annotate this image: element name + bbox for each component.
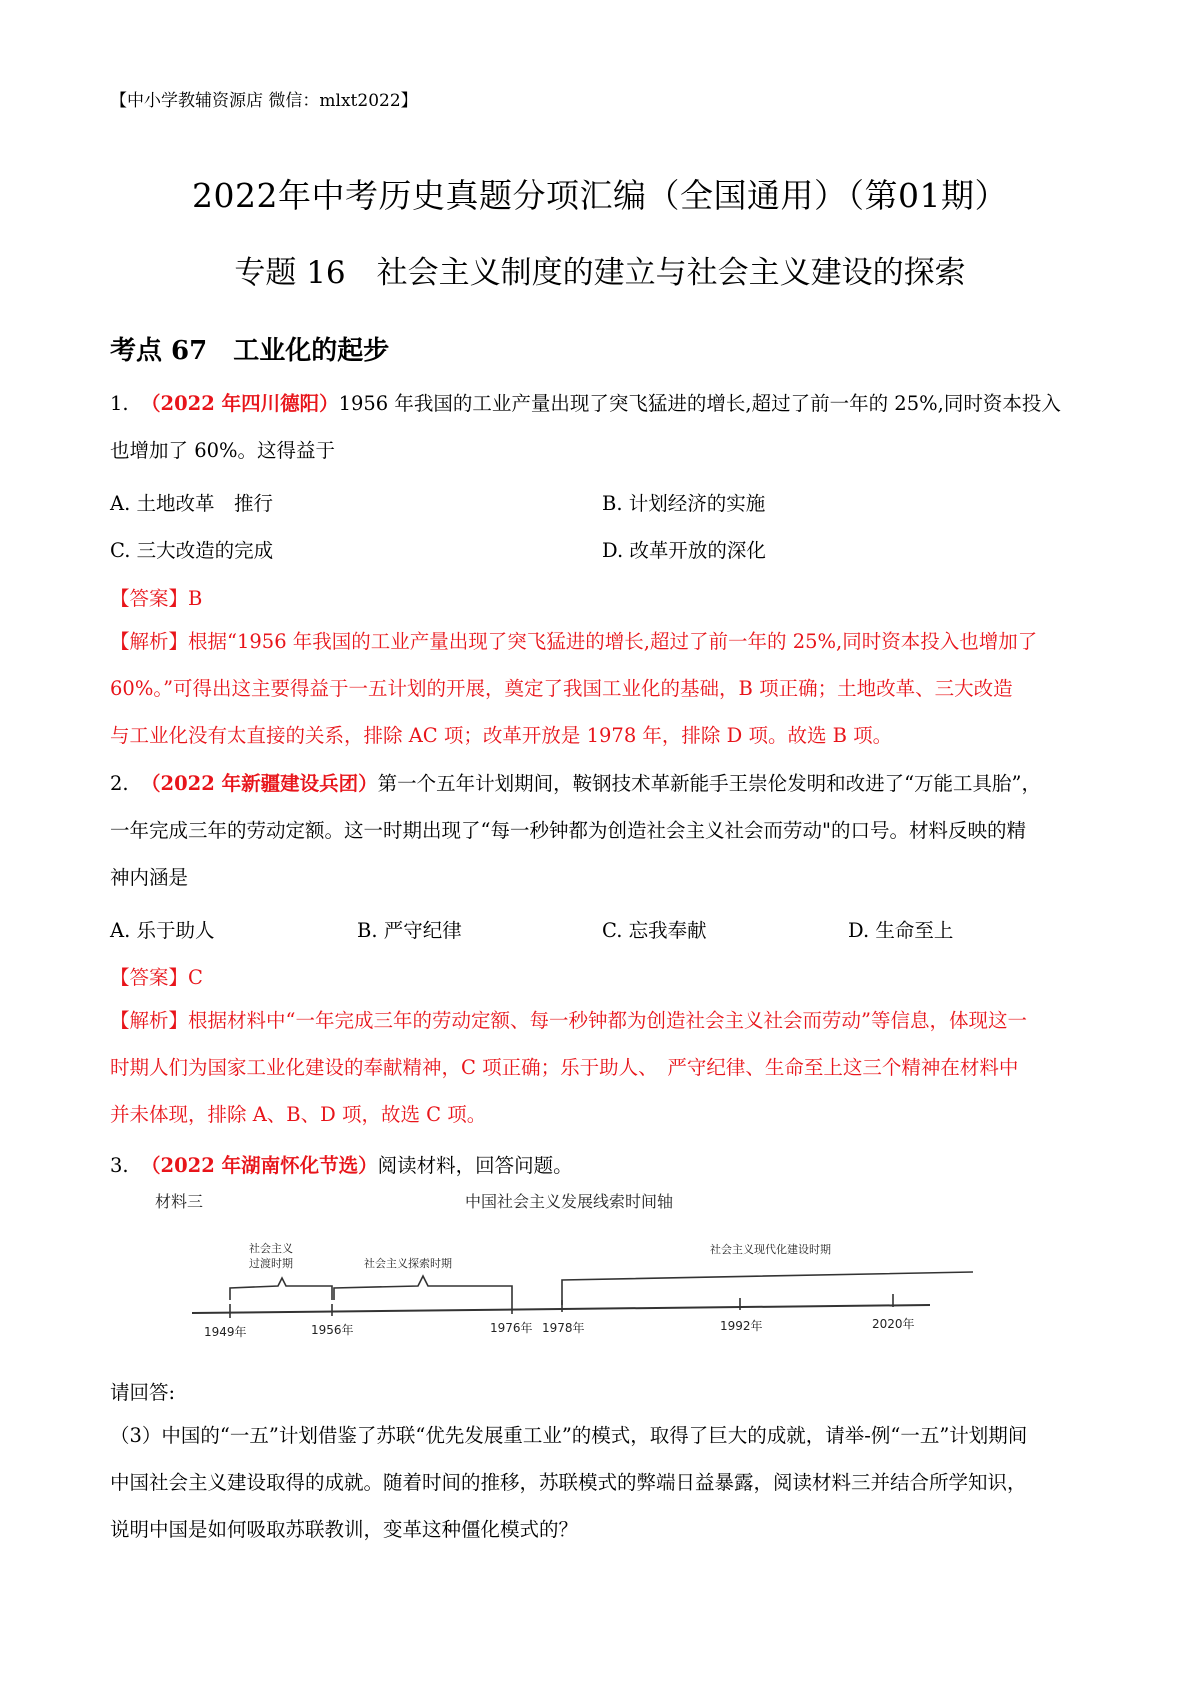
period-label-transition-1: 社会主义: [249, 1242, 293, 1255]
analysis-label: 【解析】: [110, 1009, 189, 1032]
option-a: A. 乐于助人: [110, 919, 215, 942]
question-number: 1.: [110, 392, 129, 415]
timeline-figure: [150, 1190, 990, 1340]
document-title: 2022年中考历史真题分项汇编（全国通用）（第01期）: [192, 176, 1008, 215]
analysis-line: 60%。”可得出这主要得益于一五计划的开展，奠定了我国工业化的基础，B 项正确；土地改革、三大改造: [110, 677, 1013, 700]
question-stem: 1956 年我国的工业产量出现了突飞猛进的增长,超过了前一年的 25%,同时资本投入: [338, 392, 1061, 415]
subquestion-line: 说明中国是如何吸取苏联教训，变革这种僵化模式的？: [110, 1518, 579, 1541]
material-label: 材料三: [155, 1192, 204, 1211]
question-1: [110, 380, 1100, 474]
question-stem: 阅读材料，回答问题。: [377, 1154, 573, 1177]
question-1-stem-line-2: 也增加了 60%。这得益于: [110, 439, 336, 462]
subquestion-line: （3）中国的“一五”计划借鉴了苏联“优先发展重工业”的模式，取得了巨大的成就，请举-例“一五”计划期间: [110, 1424, 1028, 1447]
analysis-text: 根据“1956 年我国的工业产量出现了突飞猛进的增长,超过了前一年的 25%,同时资本投入也增加了: [188, 630, 1038, 653]
question-source: （2022 年湖南怀化节选）: [141, 1154, 378, 1177]
year-label-1992: 1992年: [720, 1319, 763, 1333]
year-label-2020: 2020年: [872, 1317, 915, 1331]
timeline-axis: [192, 1305, 930, 1313]
option-c: C. 忘我奉献: [602, 919, 707, 942]
brace-modernization: [562, 1272, 973, 1305]
question-1-stem-line-1: [110, 380, 1100, 427]
year-label-1978: 1978年: [542, 1321, 585, 1335]
answer: 【答案】C: [110, 966, 203, 989]
year-label-1956: 1956年: [311, 1323, 354, 1337]
option-d: D. 生命至上: [848, 919, 954, 942]
analysis-line: 时期人们为国家工业化建设的奉献精神，C 项正确；乐于助人、 严守纪律、生命至上这三个精神在材料中: [110, 1056, 1019, 1079]
analysis: [110, 618, 1100, 759]
page-header: 【中小学教辅资源店 微信：mlxt2022】: [110, 91, 418, 111]
analysis-label: 【解析】: [110, 630, 189, 653]
question-number: 3.: [110, 1154, 129, 1177]
option-c: C. 三大改造的完成: [110, 539, 274, 562]
question-2-stem-line-3: 神内涵是: [110, 866, 189, 889]
option-b: B. 严守纪律: [357, 919, 462, 942]
question-2-stem-line-2: 一年完成三年的劳动定额。这一时期出现了“每一秒钟都为创造社会主义社会而劳动"的口号。材料反映的精: [110, 819, 1026, 842]
question-2: [110, 760, 1100, 901]
period-label-modernization: 社会主义现代化建设时期: [710, 1243, 831, 1256]
subquestion-line: 中国社会主义建设取得的成就。随着时间的推移，苏联模式的弊端日益暴露，阅读材料三并结合所学知识，: [110, 1471, 1027, 1494]
analysis: [110, 997, 1100, 1138]
answer: 【答案】B: [110, 587, 203, 610]
option-b: B. 计划经济的实施: [602, 492, 766, 515]
question-source: （2022 年四川德阳）: [141, 392, 339, 415]
option-d: D. 改革开放的深化: [602, 539, 766, 562]
question-2-stem-line-1: [110, 760, 1100, 807]
question-3: [110, 1150, 573, 1178]
analysis-line: 并未体现，排除 A、B、D 项，故选 C 项。: [110, 1103, 487, 1126]
year-label-1976: 1976年: [490, 1321, 533, 1335]
timeline-title: 中国社会主义发展线索时间轴: [465, 1192, 674, 1211]
brace-exploration: [334, 1276, 512, 1300]
question-3-subquestion: [110, 1412, 1100, 1553]
brace-transition: [230, 1278, 332, 1300]
analysis-text: 根据材料中“一年完成三年的劳动定额、每一秒钟都为创造社会主义社会而劳动”等信息，体现这一: [188, 1009, 1027, 1032]
analysis-line: 与工业化没有太直接的关系，排除 AC 项；改革开放是 1978 年，排除 D 项。故选 B 项。: [110, 724, 893, 747]
section-heading: 考点 67 工业化的起步: [110, 336, 390, 366]
analysis-line: [110, 997, 1100, 1044]
option-a: A. 土地改革 推行: [110, 492, 273, 515]
answer-prompt: 请回答:: [110, 1381, 176, 1404]
year-label-1949: 1949年: [204, 1325, 247, 1339]
analysis-line: [110, 618, 1100, 665]
question-stem: 第一个五年计划期间，鞍钢技术革新能手王崇伦发明和改进了“万能工具胎”，: [377, 772, 1042, 795]
document-subtitle: 专题 16 社会主义制度的建立与社会主义建设的探索: [234, 255, 966, 291]
period-label-transition-2: 过渡时期: [249, 1257, 293, 1270]
period-label-exploration: 社会主义探索时期: [364, 1257, 452, 1270]
question-source: （2022 年新疆建设兵团）: [141, 772, 378, 795]
question-number: 2.: [110, 772, 129, 795]
